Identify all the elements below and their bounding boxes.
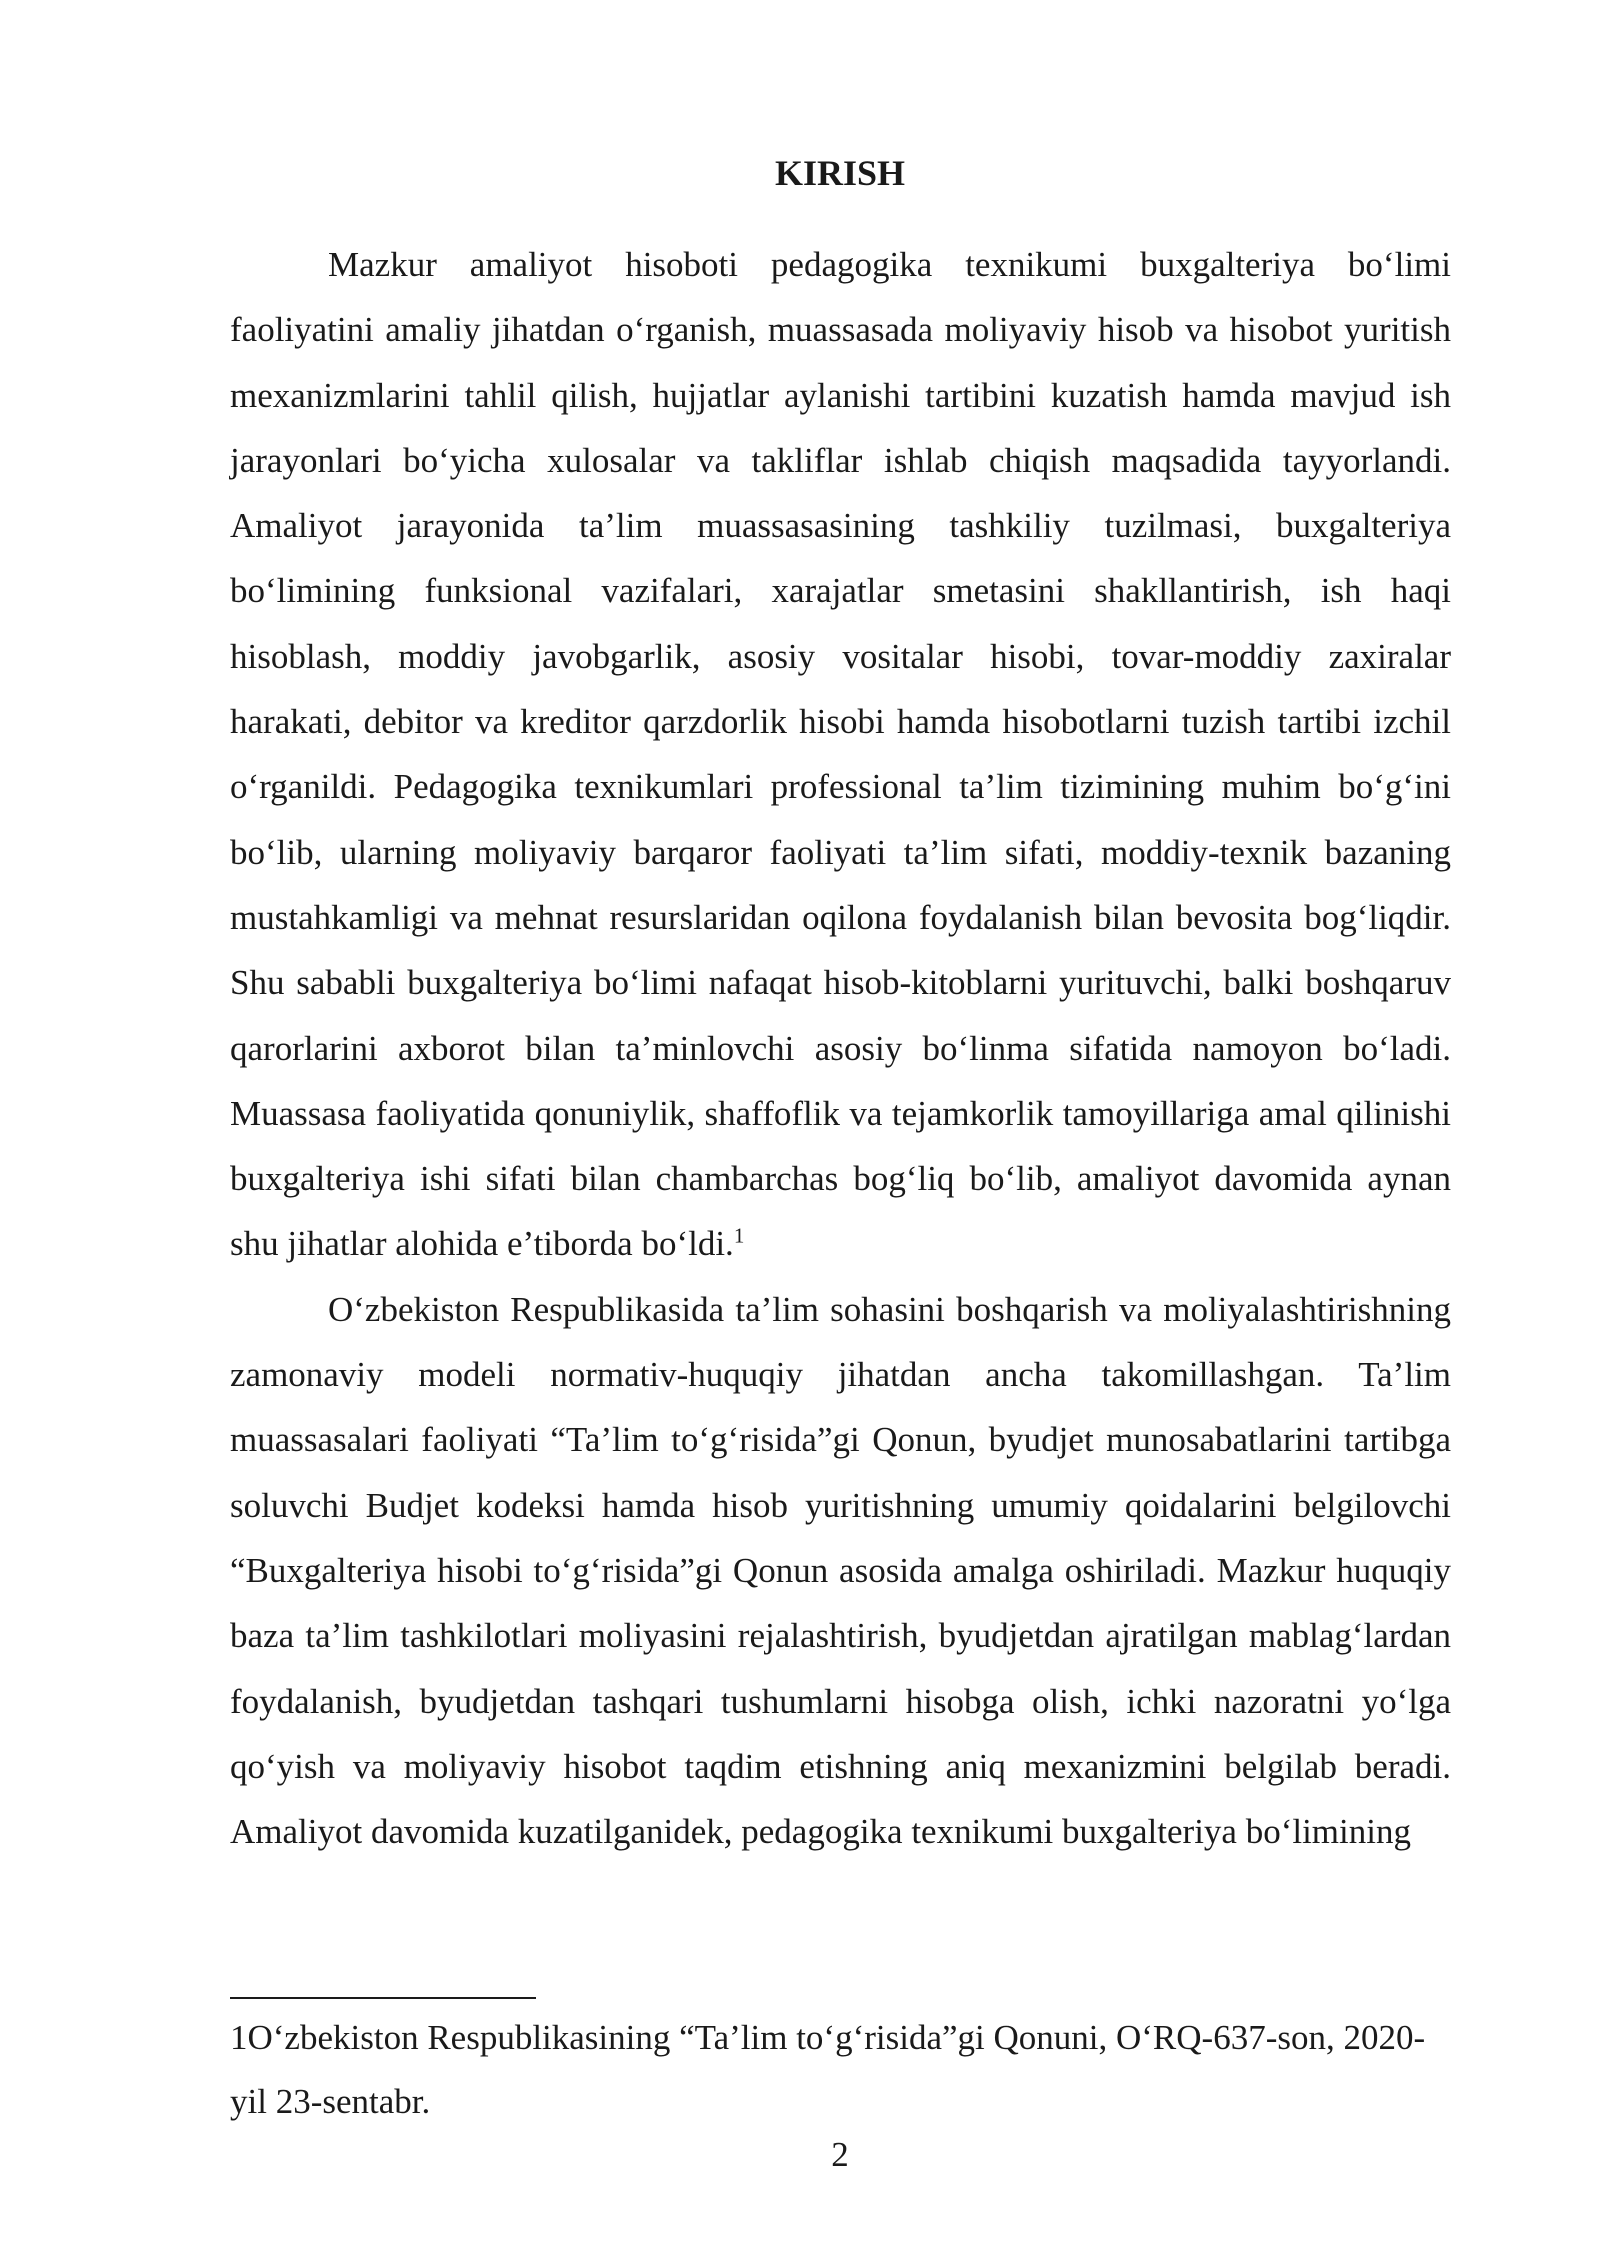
page-heading: KIRISH <box>774 153 906 193</box>
footnote-reference: 1 <box>733 1223 745 1248</box>
paragraph-2-text: O‘zbekiston Respublikasida ta’lim sohasini boshqarish va moliyalashtirishning zamonaviy modeli normativ-huquqiy jihatdan ancha takomillashgan. Ta’lim muassasalari faoliyati “Ta’lim to‘g‘risida”gi Qonun, byudjet munosabatlarini tartibga soluvchi Budjet kodeksi hamda hisob yuritishning umumiy qoidalarini belgilovchi “Buxgalteriya hisobi to‘g‘risida”gi Qonun asosida amalga oshiriladi. Mazkur huquqiy baza ta’lim tashkilotlari moliyasini rejalashtirish, byudjetdan ajratilgan mablag‘lardan foydalanish, byudjetdan tashqari tushumlarni hisobga olish, ichki nazoratni yo‘lga qo‘yish va moliyaviy hisobot taqdim etishning aniq mexanizmini belgilab beradi. Amaliyot davomida kuzatilganidek, pedagogika texnikumi buxgalteriya bo‘limining <box>230 1289 1451 1852</box>
paragraph-1 <box>230 232 1451 1277</box>
footnote <box>230 2006 1451 2134</box>
body-text <box>230 232 1451 1864</box>
footnote-separator <box>230 1997 536 1999</box>
page-number: 2 <box>831 2135 849 2174</box>
footnote-number: 1 <box>230 2018 248 2057</box>
footnote-text: O‘zbekiston Respublikasining “Ta’lim to‘g‘risida”gi Qonuni, O‘RQ-637-son, 2020-yil 23-sentabr. <box>230 2018 1426 2121</box>
paragraph-1-text: Mazkur amaliyot hisoboti pedagogika texnikumi buxgalteriya bo‘limi faoliyatini amaliy jihatdan o‘rganish, muassasada moliyaviy hisob va hisobot yuritish mexanizmlarini tahlil qilish, hujjatlar aylanishi tartibini kuzatish hamda mavjud ish jarayonlari bo‘yicha xulosalar va takliflar ishlab chiqish maqsadida tayyorlandi. Amaliyot jarayonida ta’lim muassasasining tashkiliy tuzilmasi, buxgalteriya bo‘limining funksional vazifalari, xarajatlar smetasini shakllantirish, ish haqi hisoblash, moddiy javobgarlik, asosiy vositalar hisobi, tovar-moddiy zaxiralar harakati, debitor va kreditor qarzdorlik hisobi hamda hisobotlarni tuzish tartibi izchil o‘rganildi. Pedagogika texnikumlari professional ta’lim tizimining muhim bo‘g‘ini bo‘lib, ularning moliyaviy barqaror faoliyati ta’lim sifati, moddiy-texnik bazaning mustahkamligi va mehnat resurslaridan oqilona foydalanish bilan bevosita bog‘liqdir. Shu sababli buxgalteriya bo‘limi nafaqat hisob-kitoblarni yurituvchi, balki boshqaruv qarorlarini axborot bilan ta’minlovchi asosiy bo‘linma sifatida namoyon bo‘ladi. Muassasa faoliyatida qonuniylik, shaffoflik va tejamkorlik tamoyillariga amal qilinishi buxgalteriya ishi sifati bilan chambarchas bog‘liq bo‘lib, amaliyot davomida aynan shu jihatlar alohida e’tiborda bo‘ldi. <box>230 245 1451 1264</box>
paragraph-2 <box>230 1277 1451 1865</box>
